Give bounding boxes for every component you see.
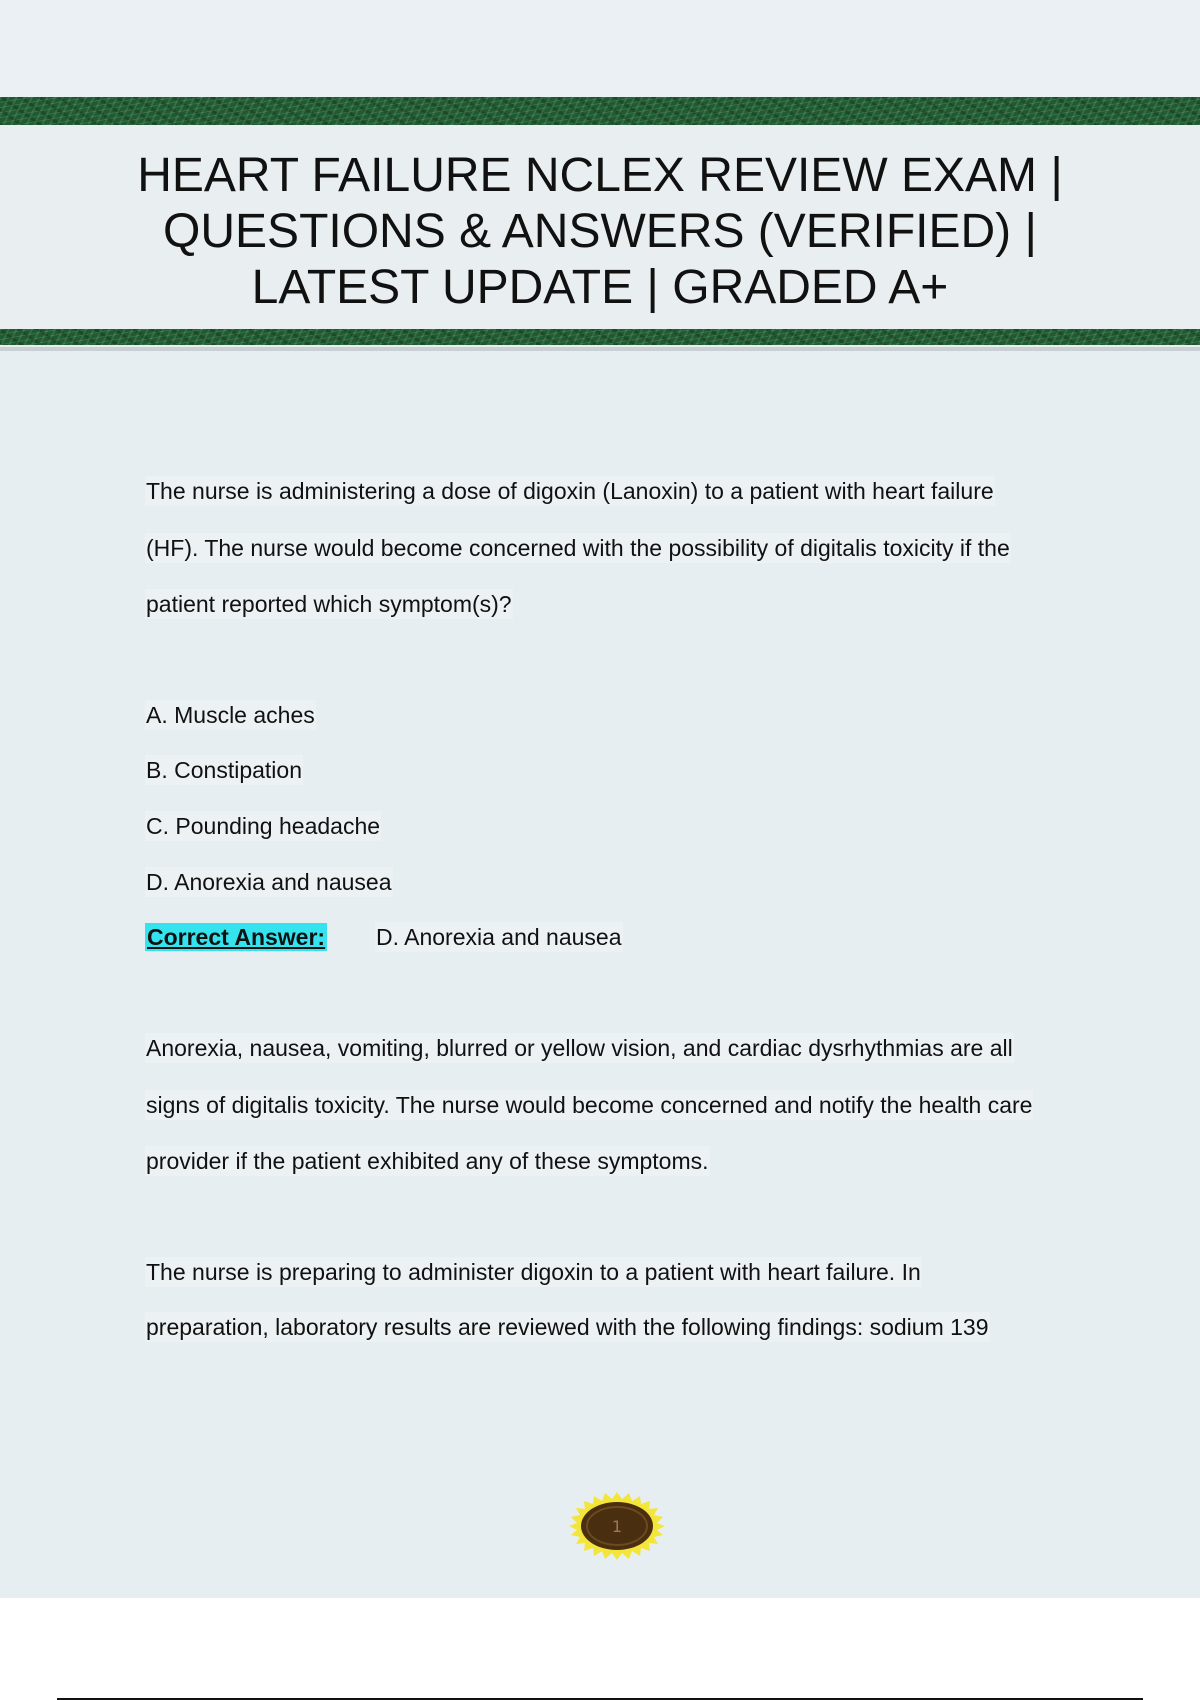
option-a: A. Muscle aches xyxy=(146,702,315,728)
option-d: D. Anorexia and nausea xyxy=(146,869,392,895)
rationale-line-1: Anorexia, nausea, vomiting, blurred or yellow vision, and cardiac dysrhythmias are all xyxy=(146,1035,1013,1061)
correct-answer-label: Correct Answer: xyxy=(147,924,326,950)
rationale-line-3: provider if the patient exhibited any of these symptoms. xyxy=(146,1148,709,1174)
top-margin-band xyxy=(0,0,1200,97)
header-top-border xyxy=(0,97,1200,125)
page-title xyxy=(100,148,1100,316)
page-number-seal-icon xyxy=(567,1490,667,1562)
option-c: C. Pounding headache xyxy=(146,813,381,839)
question-2-stem-line-2: preparation, laboratory results are reviewed with the following findings: sodium 139 xyxy=(146,1314,989,1340)
option-b: B. Constipation xyxy=(146,757,302,783)
header-divider xyxy=(0,347,1200,351)
question-1-stem-line-1: The nurse is administering a dose of digoxin (Lanoxin) to a patient with heart failure xyxy=(146,478,994,504)
question-1-stem-line-3: patient reported which symptom(s)? xyxy=(146,591,512,617)
question-1-stem-line-2: (HF). The nurse would become concerned with the possibility of digitalis toxicity if the xyxy=(146,535,1010,561)
question-2-stem-line-1: The nurse is preparing to administer digoxin to a patient with heart failure. In xyxy=(146,1259,921,1285)
title-line-2: QUESTIONS & ANSWERS (VERIFIED) | xyxy=(163,205,1037,258)
header-bottom-border xyxy=(0,329,1200,345)
correct-answer-value: D. Anorexia and nausea xyxy=(376,924,622,950)
title-line-1: HEART FAILURE NCLEX REVIEW EXAM | xyxy=(137,149,1063,202)
correct-answer-row xyxy=(145,924,327,951)
rationale-line-2: signs of digitalis toxicity. The nurse would become concerned and notify the health care xyxy=(146,1092,1033,1118)
title-line-3: LATEST UPDATE | GRADED A+ xyxy=(251,261,949,314)
page-number: 1 xyxy=(611,1517,623,1536)
